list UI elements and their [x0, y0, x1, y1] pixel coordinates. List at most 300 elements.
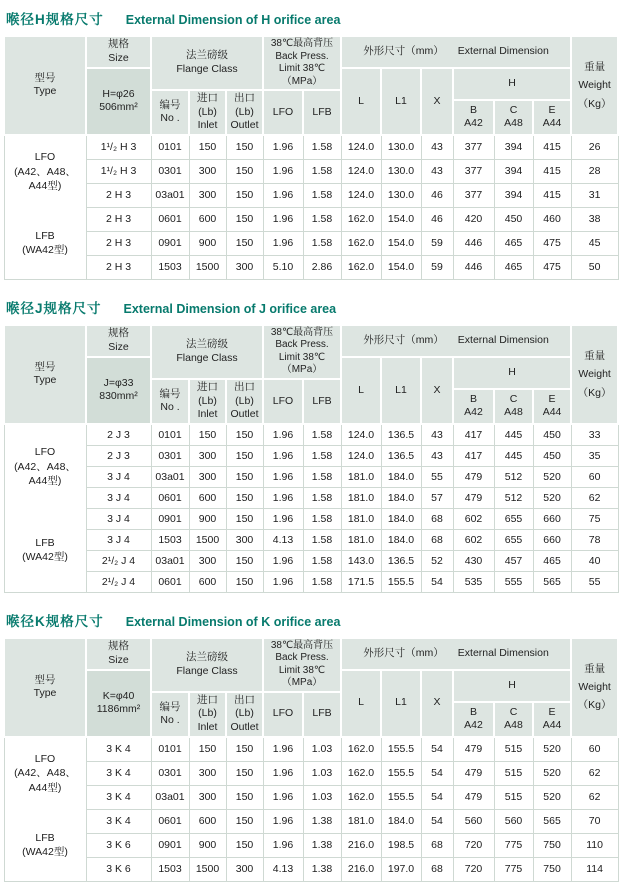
- header-l1: L1: [381, 68, 421, 135]
- cell-x: 54: [421, 785, 453, 809]
- cell-c-a48: 512: [494, 487, 533, 508]
- header-line: Inlet: [197, 721, 218, 734]
- cell-weight: 62: [571, 785, 618, 809]
- cell-outlet: 150: [226, 445, 263, 466]
- cell-size-code: 3 K 4: [86, 785, 151, 809]
- header-line: 法兰磅级: [186, 651, 228, 664]
- cell-x: 54: [421, 761, 453, 785]
- cell-l1: 154.0: [381, 207, 421, 231]
- type-line: A44型): [28, 179, 62, 192]
- header-line: 506mm²: [99, 101, 138, 114]
- type-line: A44型): [28, 474, 62, 487]
- cell-b-a42: 479: [453, 487, 494, 508]
- header-line: 重量: [584, 60, 606, 73]
- header-outlet: [226, 90, 263, 135]
- type-group-lfo: [5, 425, 86, 509]
- cell-lfo: 1.96: [263, 508, 303, 529]
- type-group-lfb: [5, 207, 86, 279]
- cell-l1: 136.5: [381, 445, 421, 466]
- header-line: C: [509, 705, 518, 718]
- cell-l1: 184.0: [381, 466, 421, 487]
- table-title-en: External Dimension of K orifice area: [125, 614, 341, 629]
- cell-x: 68: [421, 857, 453, 881]
- cell-b-a42: 560: [453, 809, 494, 833]
- cell-lfb: 1.58: [303, 231, 341, 255]
- header-line: 外形尺寸（mm）: [363, 45, 444, 58]
- header-line: Type: [33, 85, 57, 98]
- cell-outlet: 150: [226, 571, 263, 592]
- header-e-a44: [533, 702, 571, 737]
- table-body: [4, 135, 618, 280]
- cell-c-a48: 465: [494, 231, 533, 255]
- cell-l: 124.0: [341, 183, 381, 207]
- cell-inlet: 150: [189, 135, 226, 160]
- header-line: B: [470, 392, 478, 405]
- cell-lfo: 1.96: [263, 571, 303, 592]
- cell-outlet: 300: [226, 255, 263, 279]
- header-weight: [571, 36, 618, 135]
- header-weight: [571, 325, 618, 424]
- cell-b-a42: 446: [453, 255, 494, 279]
- cell-c-a48: 445: [494, 424, 533, 446]
- cell-lfo: 4.13: [263, 529, 303, 550]
- cell-c-a48: 457: [494, 550, 533, 571]
- cell-size-code: 2 J 3: [86, 445, 151, 466]
- header-line: No .: [160, 112, 180, 125]
- cell-weight: 33: [571, 424, 618, 446]
- cell-inlet: 300: [189, 466, 226, 487]
- table-title: [6, 610, 618, 630]
- cell-size-code: 2 J 3: [86, 424, 151, 446]
- table-row: [4, 183, 618, 207]
- cell-flange-no: 1503: [151, 857, 189, 881]
- header-size-spec: [86, 670, 151, 737]
- cell-size-code: 2 H 3: [86, 231, 151, 255]
- header-x: X: [421, 68, 453, 135]
- cell-lfb: 1.38: [303, 833, 341, 857]
- cell-l1: 155.5: [381, 761, 421, 785]
- cell-x: 57: [421, 487, 453, 508]
- header-size-spec: [86, 357, 151, 424]
- cell-lfb: 1.58: [303, 550, 341, 571]
- cell-l1: 155.5: [381, 785, 421, 809]
- cell-e-a44: 460: [533, 207, 571, 231]
- cell-inlet: 900: [189, 508, 226, 529]
- cell-l1: 198.5: [381, 833, 421, 857]
- cell-flange-no: 0101: [151, 737, 189, 762]
- cell-size-code: 3 K 4: [86, 737, 151, 762]
- header-inlet: [189, 379, 226, 424]
- cell-size-code: 3 K 6: [86, 857, 151, 881]
- cell-lfb: 1.03: [303, 761, 341, 785]
- header-line: Flange Class: [176, 664, 238, 677]
- table-header: [4, 638, 618, 737]
- cell-lfo: 1.96: [263, 761, 303, 785]
- cell-outlet: 150: [226, 207, 263, 231]
- cell-size-code: 3 K 4: [86, 809, 151, 833]
- table-row: [4, 571, 618, 592]
- table-row: [4, 529, 618, 550]
- cell-flange-no: 0901: [151, 231, 189, 255]
- cell-lfo: 1.96: [263, 424, 303, 446]
- cell-e-a44: 450: [533, 424, 571, 446]
- cell-c-a48: 515: [494, 761, 533, 785]
- type-cell: [4, 424, 86, 593]
- cell-l1: 155.5: [381, 571, 421, 592]
- cell-flange-no: 0101: [151, 135, 189, 160]
- cell-l: 124.0: [341, 424, 381, 446]
- header-line: 38℃最高背压: [270, 639, 334, 651]
- cell-l1: 184.0: [381, 809, 421, 833]
- cell-x: 68: [421, 508, 453, 529]
- header-lfb: LFB: [303, 692, 341, 737]
- cell-l: 162.0: [341, 737, 381, 762]
- cell-x: 43: [421, 424, 453, 446]
- cell-c-a48: 555: [494, 571, 533, 592]
- cell-c-a48: 465: [494, 255, 533, 279]
- cell-l1: 154.0: [381, 255, 421, 279]
- header-line: 型号: [34, 360, 56, 373]
- type-line: (A42、A48、: [14, 165, 76, 178]
- cell-flange-no: 0101: [151, 424, 189, 446]
- cell-weight: 38: [571, 207, 618, 231]
- cell-size-code: 2 H 3: [86, 255, 151, 279]
- cell-e-a44: 475: [533, 255, 571, 279]
- cell-e-a44: 450: [533, 445, 571, 466]
- cell-x: 54: [421, 809, 453, 833]
- header-line: 法兰磅级: [186, 338, 228, 351]
- header-line: 进口(Lb): [197, 693, 218, 720]
- cell-l1: 184.0: [381, 529, 421, 550]
- header-b-a42: [453, 389, 494, 424]
- cell-outlet: 300: [226, 529, 263, 550]
- cell-weight: 60: [571, 466, 618, 487]
- header-line: 型号: [34, 673, 56, 686]
- header-line: 出口(Lb): [234, 380, 255, 407]
- cell-lfb: 1.03: [303, 785, 341, 809]
- table-title-zh: 喉径J规格尺寸: [6, 300, 102, 316]
- cell-size-code: 2 H 3: [86, 207, 151, 231]
- cell-b-a42: 420: [453, 207, 494, 231]
- cell-weight: 45: [571, 231, 618, 255]
- cell-e-a44: 520: [533, 761, 571, 785]
- cell-weight: 26: [571, 135, 618, 160]
- cell-outlet: 150: [226, 737, 263, 762]
- cell-l: 124.0: [341, 159, 381, 183]
- cell-lfb: 1.38: [303, 857, 341, 881]
- table-row: [4, 207, 618, 231]
- cell-outlet: 150: [226, 833, 263, 857]
- header-line: C: [509, 392, 518, 405]
- header-line: No .: [160, 714, 180, 727]
- cell-l: 162.0: [341, 255, 381, 279]
- cell-c-a48: 450: [494, 207, 533, 231]
- header-line: 编号: [159, 98, 181, 111]
- cell-b-a42: 720: [453, 857, 494, 881]
- cell-flange-no: 0301: [151, 445, 189, 466]
- cell-flange-no: 1503: [151, 529, 189, 550]
- cell-l: 162.0: [341, 207, 381, 231]
- cell-e-a44: 415: [533, 135, 571, 160]
- header-line: 出口(Lb): [234, 693, 255, 720]
- cell-x: 68: [421, 833, 453, 857]
- header-line: 规格: [108, 327, 129, 340]
- table-row: [4, 135, 618, 160]
- cell-lfo: 1.96: [263, 207, 303, 231]
- header-line: 重量: [584, 349, 606, 362]
- cell-l: 181.0: [341, 529, 381, 550]
- header-h: H: [453, 670, 571, 702]
- cell-weight: 31: [571, 183, 618, 207]
- cell-lfo: 1.96: [263, 135, 303, 160]
- header-no: [151, 90, 189, 135]
- cell-l1: 184.0: [381, 508, 421, 529]
- h-orifice-table: [3, 35, 619, 280]
- header-line: Weight: [578, 368, 611, 381]
- header-outlet: [226, 692, 263, 737]
- header-x: X: [421, 670, 453, 737]
- header-weight: [571, 638, 618, 737]
- cell-lfb: 1.58: [303, 466, 341, 487]
- table-row: [4, 508, 618, 529]
- cell-inlet: 150: [189, 737, 226, 762]
- table-row: [4, 466, 618, 487]
- cell-x: 54: [421, 571, 453, 592]
- cell-c-a48: 655: [494, 508, 533, 529]
- header-l: L: [341, 68, 381, 135]
- cell-weight: 40: [571, 550, 618, 571]
- cell-lfb: 1.58: [303, 487, 341, 508]
- header-x: X: [421, 357, 453, 424]
- header-h: H: [453, 68, 571, 100]
- cell-weight: 78: [571, 529, 618, 550]
- header-e-a44: [533, 100, 571, 135]
- header-size-spec: [86, 68, 151, 135]
- cell-b-a42: 479: [453, 466, 494, 487]
- type-line: LFB: [35, 230, 55, 242]
- cell-inlet: 600: [189, 809, 226, 833]
- cell-size-code: 3 J 4: [86, 466, 151, 487]
- cell-flange-no: 03a01: [151, 466, 189, 487]
- cell-c-a48: 515: [494, 785, 533, 809]
- cell-l1: 155.5: [381, 737, 421, 762]
- header-l: L: [341, 670, 381, 737]
- header-line: 830mm²: [99, 390, 138, 403]
- cell-size-code: 2 H 3: [86, 183, 151, 207]
- header-line: 重量: [584, 662, 606, 675]
- header-line: Type: [33, 687, 57, 700]
- header-line: A42: [464, 117, 483, 130]
- cell-l: 162.0: [341, 231, 381, 255]
- table-row: [4, 833, 618, 857]
- table-row: [4, 231, 618, 255]
- cell-e-a44: 415: [533, 183, 571, 207]
- cell-b-a42: 602: [453, 508, 494, 529]
- cell-inlet: 300: [189, 445, 226, 466]
- cell-flange-no: 03a01: [151, 785, 189, 809]
- header-lfo: LFO: [263, 90, 303, 135]
- cell-lfo: 1.96: [263, 833, 303, 857]
- header-line: Inlet: [197, 119, 218, 132]
- header-line: （Kg）: [577, 699, 612, 712]
- cell-l1: 130.0: [381, 183, 421, 207]
- cell-size-code: 3 K 6: [86, 833, 151, 857]
- header-line: C: [509, 103, 518, 116]
- header-type: [4, 325, 86, 424]
- cell-inlet: 1500: [189, 529, 226, 550]
- table-body: [4, 424, 618, 593]
- cell-flange-no: 0901: [151, 833, 189, 857]
- header-flange-class: [151, 36, 263, 90]
- cell-l: 181.0: [341, 466, 381, 487]
- header-back-press: [263, 325, 341, 379]
- cell-weight: 28: [571, 159, 618, 183]
- cell-lfo: 1.96: [263, 183, 303, 207]
- table-row: [4, 550, 618, 571]
- cell-l: 124.0: [341, 135, 381, 160]
- cell-inlet: 300: [189, 761, 226, 785]
- cell-outlet: 150: [226, 424, 263, 446]
- cell-l: 216.0: [341, 833, 381, 857]
- cell-inlet: 900: [189, 833, 226, 857]
- tables-root: [3, 8, 620, 882]
- type-group-lfb: [5, 809, 86, 881]
- type-cell: [4, 737, 86, 882]
- table-row: [4, 445, 618, 466]
- header-back-press: [263, 638, 341, 692]
- cell-e-a44: 415: [533, 159, 571, 183]
- cell-weight: 110: [571, 833, 618, 857]
- header-l: L: [341, 357, 381, 424]
- cell-l: 124.0: [341, 445, 381, 466]
- cell-outlet: 150: [226, 550, 263, 571]
- header-line: A44: [542, 406, 562, 419]
- type-line: LFO: [34, 151, 56, 164]
- j-orifice-section: [3, 297, 620, 593]
- cell-outlet: 150: [226, 487, 263, 508]
- cell-e-a44: 520: [533, 487, 571, 508]
- cell-lfo: 1.96: [263, 466, 303, 487]
- header-line: Back Press.: [275, 50, 329, 62]
- cell-lfb: 1.58: [303, 207, 341, 231]
- header-size: [86, 36, 151, 68]
- cell-x: 43: [421, 135, 453, 160]
- cell-lfb: 2.86: [303, 255, 341, 279]
- cell-c-a48: 560: [494, 809, 533, 833]
- cell-e-a44: 750: [533, 857, 571, 881]
- table-title-zh: 喉径K规格尺寸: [6, 613, 104, 629]
- type-group-lfb: [5, 508, 86, 592]
- type-line: (A42、A48、: [14, 767, 76, 780]
- header-external-dimension: [341, 36, 571, 68]
- cell-b-a42: 377: [453, 135, 494, 160]
- cell-flange-no: 0601: [151, 571, 189, 592]
- header-line: （MPa）: [281, 364, 323, 376]
- header-line: Outlet: [230, 408, 259, 421]
- cell-l1: 184.0: [381, 487, 421, 508]
- table-title-en: External Dimension of J orifice area: [123, 301, 337, 316]
- header-line: A42: [464, 406, 483, 419]
- header-line: No .: [160, 401, 180, 414]
- cell-e-a44: 565: [533, 809, 571, 833]
- cell-outlet: 300: [226, 857, 263, 881]
- type-line: (WA42型): [22, 846, 68, 859]
- header-line: Limit 38℃: [278, 351, 326, 363]
- cell-x: 59: [421, 255, 453, 279]
- cell-b-a42: 417: [453, 445, 494, 466]
- cell-weight: 62: [571, 487, 618, 508]
- table-row: [4, 424, 618, 446]
- cell-x: 54: [421, 737, 453, 762]
- cell-c-a48: 775: [494, 857, 533, 881]
- header-line: Weight: [578, 681, 611, 694]
- table-row: [4, 487, 618, 508]
- cell-b-a42: 417: [453, 424, 494, 446]
- header-line: 规格: [108, 38, 129, 51]
- table-header: [4, 36, 618, 135]
- cell-lfo: 1.96: [263, 785, 303, 809]
- header-line: Flange Class: [176, 351, 238, 364]
- cell-b-a42: 602: [453, 529, 494, 550]
- cell-e-a44: 520: [533, 737, 571, 762]
- table-header: [4, 325, 618, 424]
- header-line: E: [548, 392, 556, 405]
- cell-inlet: 300: [189, 785, 226, 809]
- cell-outlet: 150: [226, 761, 263, 785]
- cell-size-code: 1¹/₂ H 3: [86, 135, 151, 160]
- cell-outlet: 150: [226, 231, 263, 255]
- header-line: 编号: [159, 387, 181, 400]
- header-line: A48: [504, 719, 523, 732]
- table-row: [4, 857, 618, 881]
- header-no: [151, 692, 189, 737]
- cell-x: 68: [421, 529, 453, 550]
- h-orifice-section: [3, 8, 620, 280]
- k-orifice-table: [3, 637, 619, 882]
- cell-x: 52: [421, 550, 453, 571]
- cell-weight: 75: [571, 508, 618, 529]
- header-inlet: [189, 90, 226, 135]
- header-type: [4, 638, 86, 737]
- cell-c-a48: 775: [494, 833, 533, 857]
- cell-outlet: 150: [226, 508, 263, 529]
- cell-outlet: 150: [226, 183, 263, 207]
- cell-c-a48: 394: [494, 183, 533, 207]
- table-row: [4, 737, 618, 762]
- cell-lfo: 1.96: [263, 445, 303, 466]
- cell-x: 55: [421, 466, 453, 487]
- cell-lfo: 1.96: [263, 550, 303, 571]
- cell-inlet: 1500: [189, 255, 226, 279]
- header-line: 1186mm²: [96, 703, 141, 716]
- header-lfb: LFB: [303, 90, 341, 135]
- type-line: LFB: [35, 831, 55, 844]
- cell-flange-no: 0901: [151, 508, 189, 529]
- header-line: 规格: [108, 640, 129, 653]
- type-line: (A42、A48、: [14, 460, 76, 473]
- header-line: Back Press.: [275, 652, 329, 664]
- cell-l: 162.0: [341, 785, 381, 809]
- cell-b-a42: 479: [453, 737, 494, 762]
- cell-inlet: 150: [189, 424, 226, 446]
- header-lfb: LFB: [303, 379, 341, 424]
- cell-lfb: 1.58: [303, 135, 341, 160]
- header-external-dimension: [341, 325, 571, 357]
- cell-lfo: 5.10: [263, 255, 303, 279]
- cell-outlet: 150: [226, 159, 263, 183]
- type-line: A44型): [28, 781, 62, 794]
- cell-flange-no: 0301: [151, 761, 189, 785]
